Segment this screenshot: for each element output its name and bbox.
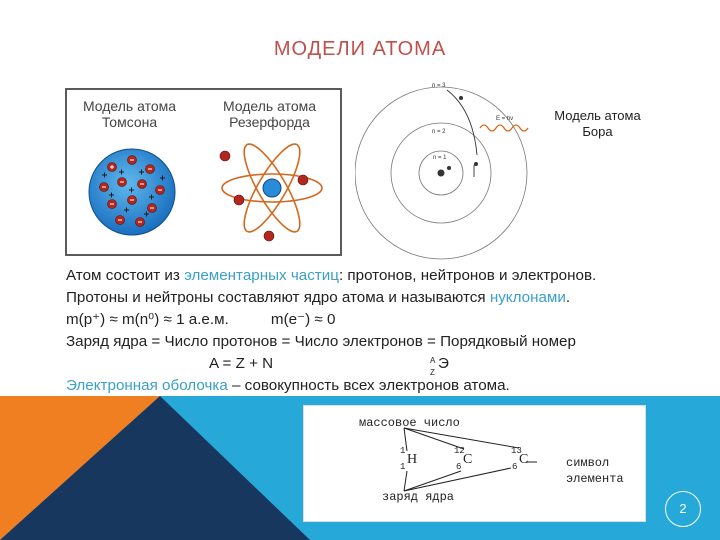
formula-symbol-a: A	[430, 356, 436, 365]
text-l6-highlight: Электронная оболочка	[66, 377, 228, 394]
rutherford-label-line1: Модель атома	[222, 98, 317, 114]
bohr-level-3: n = 3	[432, 83, 446, 89]
rutherford-label-line2: Резерфорда	[229, 114, 310, 130]
text-l6-b: – совокупность всех электронов атома.	[227, 377, 510, 394]
formula-a-z-n: A = Z + N	[209, 355, 274, 372]
h-charge-number: 1	[400, 462, 406, 472]
slide-title: МОДЕЛИ АТОМА	[273, 38, 447, 60]
isotope-notation-box	[303, 405, 646, 522]
element-symbol-label-2: элемента	[566, 472, 624, 486]
c13-mass-number: 13	[511, 446, 522, 456]
thomson-label	[77, 98, 182, 130]
text-line-6	[66, 375, 666, 397]
c13-charge-number: 6	[512, 462, 518, 472]
text-l1-c: : протонов, нейтронов и электронов.	[338, 267, 597, 284]
element-symbol-label-1: символ	[566, 456, 610, 470]
formula-symbol-e: Э	[438, 355, 449, 372]
bohr-level-2: n = 2	[432, 129, 446, 135]
c12-symbol: C	[463, 452, 473, 467]
c12-charge-number: 6	[456, 462, 462, 472]
thomson-label-line2: Томсона	[101, 114, 158, 130]
text-l2-highlight: нуклонами	[489, 289, 566, 306]
h-symbol: H	[407, 452, 418, 467]
bohr-label-line1: Модель атома	[554, 108, 641, 123]
bohr-photon-label: E = hν	[496, 116, 514, 122]
text-l1-a: Атом состоит из	[66, 267, 185, 284]
content-text	[66, 265, 666, 397]
formula-symbol-z: Z	[430, 368, 435, 377]
h-mass-number: 1	[400, 446, 406, 456]
text-l2-c: .	[565, 289, 571, 306]
c12-mass-number: 12	[454, 446, 465, 456]
text-l2-a: Протоны и нейтроны составляют ядро атома и называются	[66, 289, 490, 306]
bohr-label-line2: Бора	[582, 124, 613, 139]
text-line-5-formula	[66, 353, 666, 375]
rutherford-model-diagram	[217, 140, 337, 250]
text-line-3-mass: m(p⁺) ≈ m(n⁰) ≈ 1 а.е.м. m(e⁻) ≈ 0	[66, 311, 336, 328]
text-l1-highlight: элементарных частиц	[184, 267, 339, 284]
thomson-rutherford-panel	[65, 88, 342, 256]
text-line-4-charge: Заряд ядра = Число протонов = Число электронов = Порядковый номер	[66, 333, 576, 350]
thomson-model-diagram	[82, 142, 182, 242]
text-line-1	[66, 265, 666, 287]
rutherford-label	[212, 98, 327, 130]
bohr-label	[545, 108, 650, 140]
c13-symbol: C	[519, 452, 529, 467]
mass-number-label: массовое число	[359, 416, 460, 430]
text-line-2	[66, 287, 666, 309]
thomson-label-line1: Модель атома	[82, 98, 177, 114]
page-number: 2	[665, 491, 701, 527]
bohr-level-1: n = 1	[433, 155, 447, 161]
nuclear-charge-label: заряд ядра	[382, 490, 455, 504]
